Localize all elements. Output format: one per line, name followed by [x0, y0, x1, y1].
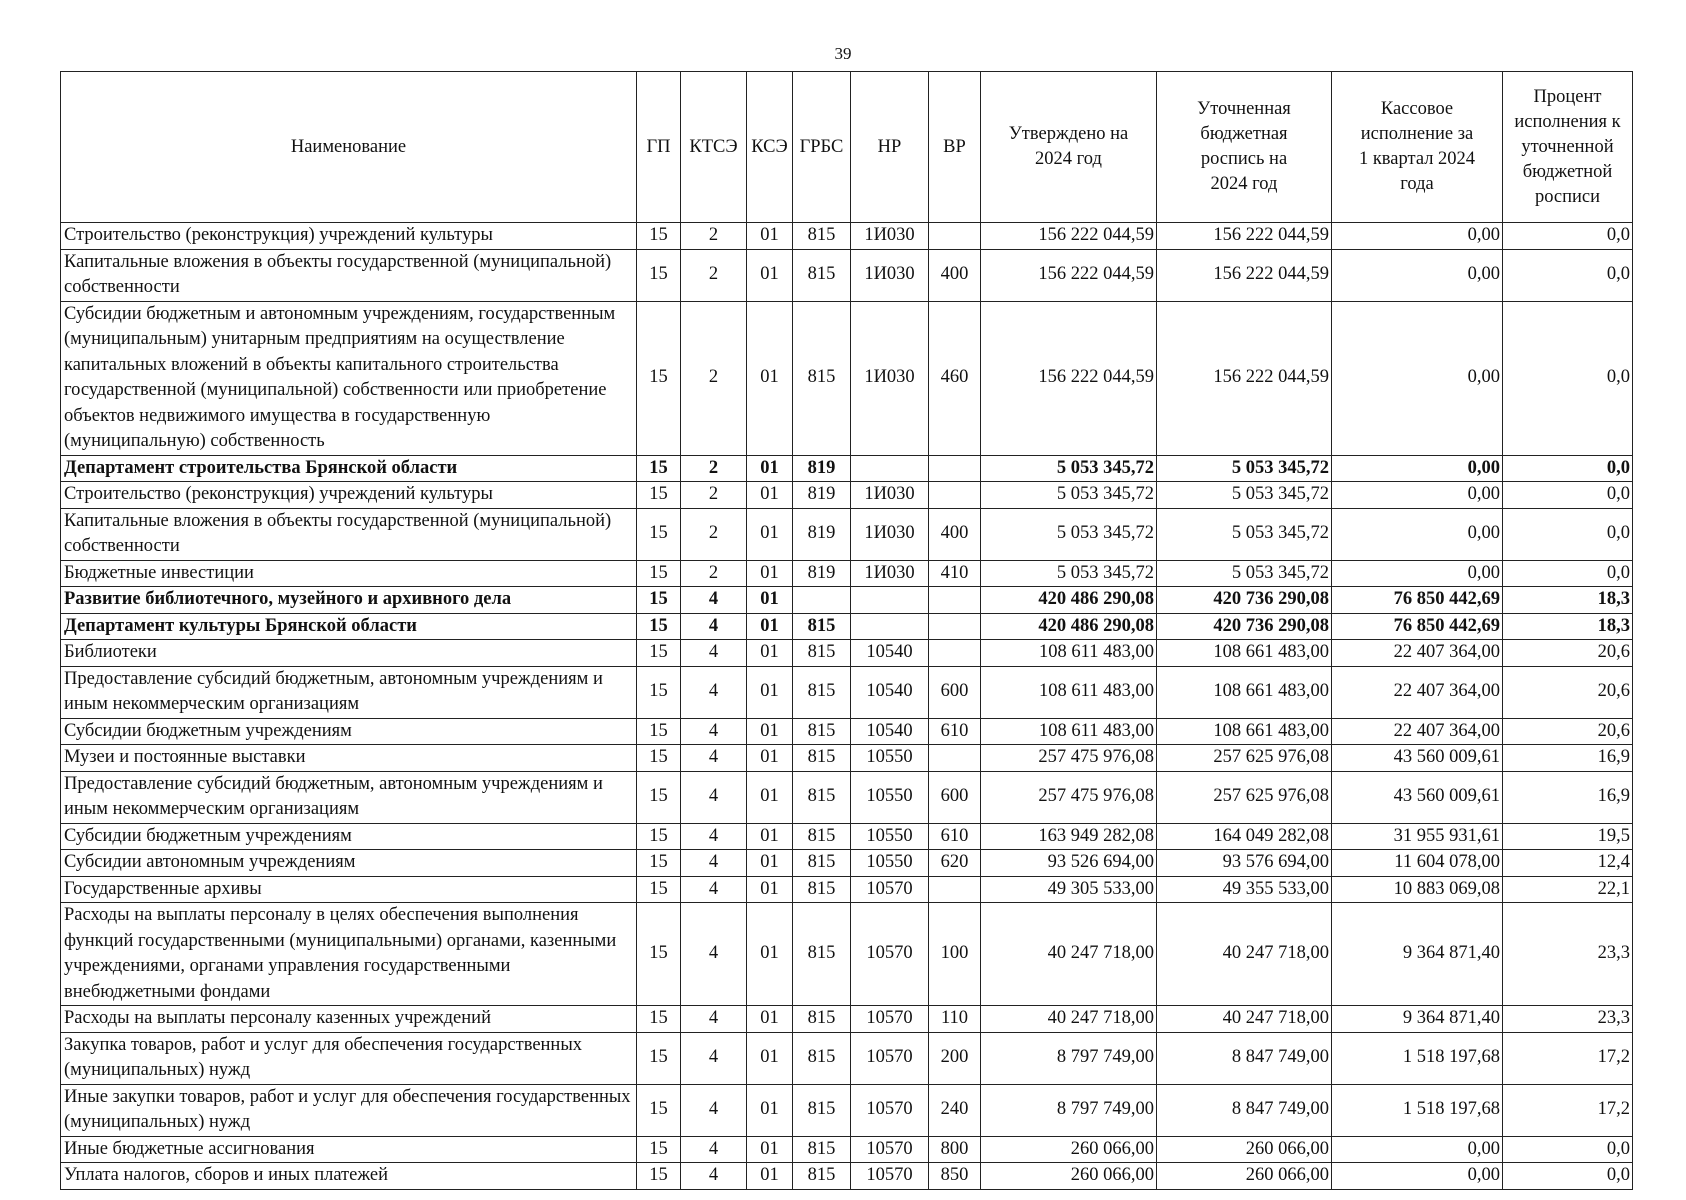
- cell-name: Библиотеки: [61, 640, 637, 667]
- cell-gp: 15: [637, 455, 681, 482]
- cell-approved: 5 053 345,72: [981, 455, 1157, 482]
- cell-percent: 0,0: [1503, 249, 1633, 301]
- cell-approved: 40 247 718,00: [981, 1006, 1157, 1033]
- cell-name: Субсидии автономным учреждениям: [61, 850, 637, 877]
- cell-nr: [851, 587, 929, 614]
- cell-cash: 22 407 364,00: [1332, 640, 1503, 667]
- cell-ktse: 4: [681, 876, 747, 903]
- cell-cash: 43 560 009,61: [1332, 745, 1503, 772]
- cell-percent: 20,6: [1503, 640, 1633, 667]
- cell-name: Государственные архивы: [61, 876, 637, 903]
- cell-cash: 9 364 871,40: [1332, 1006, 1503, 1033]
- cell-refined: 156 222 044,59: [1157, 301, 1332, 455]
- table-row: [61, 771, 1633, 823]
- cell-gp: 15: [637, 508, 681, 560]
- cell-approved: 156 222 044,59: [981, 223, 1157, 250]
- cell-nr: [851, 455, 929, 482]
- cell-kse: 01: [747, 876, 793, 903]
- cell-grbs: 815: [793, 1032, 851, 1084]
- cell-kse: 01: [747, 850, 793, 877]
- cell-approved: 108 611 483,00: [981, 640, 1157, 667]
- table-row: [61, 823, 1633, 850]
- cell-gp: 15: [637, 903, 681, 1006]
- cell-vr: [929, 455, 981, 482]
- cell-ktse: 4: [681, 1006, 747, 1033]
- cell-approved: 260 066,00: [981, 1136, 1157, 1163]
- cell-name: Бюджетные инвестиции: [61, 560, 637, 587]
- cell-ktse: 4: [681, 771, 747, 823]
- cell-grbs: [793, 587, 851, 614]
- cell-kse: 01: [747, 903, 793, 1006]
- cell-percent: 0,0: [1503, 560, 1633, 587]
- cell-approved: 8 797 749,00: [981, 1032, 1157, 1084]
- cell-gp: 15: [637, 249, 681, 301]
- cell-vr: 110: [929, 1006, 981, 1033]
- cell-percent: 0,0: [1503, 455, 1633, 482]
- cell-gp: 15: [637, 560, 681, 587]
- cell-ktse: 2: [681, 482, 747, 509]
- cell-nr: 10570: [851, 1006, 929, 1033]
- cell-vr: 800: [929, 1136, 981, 1163]
- cell-grbs: 815: [793, 640, 851, 667]
- cell-ktse: 2: [681, 455, 747, 482]
- cell-refined: 5 053 345,72: [1157, 508, 1332, 560]
- cell-refined: 257 625 976,08: [1157, 771, 1332, 823]
- table-row: [61, 1136, 1633, 1163]
- cell-cash: 0,00: [1332, 223, 1503, 250]
- cell-cash: 0,00: [1332, 1163, 1503, 1190]
- cell-ktse: 4: [681, 1163, 747, 1190]
- cell-grbs: 815: [793, 1163, 851, 1190]
- cell-percent: 16,9: [1503, 745, 1633, 772]
- cell-percent: 0,0: [1503, 301, 1633, 455]
- cell-gp: 15: [637, 666, 681, 718]
- cell-kse: 01: [747, 718, 793, 745]
- cell-cash: 9 364 871,40: [1332, 903, 1503, 1006]
- cell-nr: 1И030: [851, 223, 929, 250]
- cell-ktse: 4: [681, 587, 747, 614]
- cell-grbs: 815: [793, 613, 851, 640]
- cell-gp: 15: [637, 223, 681, 250]
- table-header: [61, 72, 1633, 223]
- table-row: [61, 560, 1633, 587]
- cell-kse: 01: [747, 223, 793, 250]
- cell-refined: 5 053 345,72: [1157, 455, 1332, 482]
- cell-grbs: 819: [793, 560, 851, 587]
- cell-vr: 600: [929, 771, 981, 823]
- cell-nr: 10540: [851, 666, 929, 718]
- cell-kse: 01: [747, 587, 793, 614]
- cell-percent: 0,0: [1503, 1136, 1633, 1163]
- cell-vr: 600: [929, 666, 981, 718]
- cell-nr: 10540: [851, 718, 929, 745]
- cell-vr: 610: [929, 823, 981, 850]
- cell-gp: 15: [637, 1163, 681, 1190]
- cell-ktse: 2: [681, 301, 747, 455]
- cell-kse: 01: [747, 1163, 793, 1190]
- cell-percent: 20,6: [1503, 718, 1633, 745]
- cell-percent: 22,1: [1503, 876, 1633, 903]
- header-percent: Процент исполнения к уточненной бюджетной росписи: [1503, 72, 1633, 223]
- cell-name: Капитальные вложения в объекты государственной (муниципальной) собственности: [61, 249, 637, 301]
- cell-refined: 156 222 044,59: [1157, 223, 1332, 250]
- cell-name: Департамент строительства Брянской области: [61, 455, 637, 482]
- cell-refined: 40 247 718,00: [1157, 903, 1332, 1006]
- cell-name: Предоставление субсидий бюджетным, автономным учреждениям и иным некоммерческим организациям: [61, 666, 637, 718]
- cell-gp: 15: [637, 771, 681, 823]
- table-row: [61, 850, 1633, 877]
- cell-nr: 10550: [851, 823, 929, 850]
- cell-approved: 420 486 290,08: [981, 587, 1157, 614]
- cell-vr: [929, 223, 981, 250]
- cell-percent: 18,3: [1503, 613, 1633, 640]
- cell-ktse: 4: [681, 1136, 747, 1163]
- cell-approved: 156 222 044,59: [981, 249, 1157, 301]
- cell-ktse: 4: [681, 745, 747, 772]
- cell-vr: [929, 587, 981, 614]
- cell-gp: 15: [637, 823, 681, 850]
- cell-kse: 01: [747, 1006, 793, 1033]
- cell-percent: 18,3: [1503, 587, 1633, 614]
- cell-approved: 40 247 718,00: [981, 903, 1157, 1006]
- table-row: [61, 903, 1633, 1006]
- cell-approved: 108 611 483,00: [981, 718, 1157, 745]
- header-vr: ВР: [929, 72, 981, 223]
- cell-cash: 22 407 364,00: [1332, 718, 1503, 745]
- budget-execution-table: [60, 71, 1633, 1190]
- cell-name: Предоставление субсидий бюджетным, автономным учреждениям и иным некоммерческим организациям: [61, 771, 637, 823]
- cell-refined: 40 247 718,00: [1157, 1006, 1332, 1033]
- cell-refined: 5 053 345,72: [1157, 482, 1332, 509]
- cell-cash: 0,00: [1332, 560, 1503, 587]
- cell-vr: 460: [929, 301, 981, 455]
- cell-cash: 76 850 442,69: [1332, 613, 1503, 640]
- cell-gp: 15: [637, 1006, 681, 1033]
- header-row: [61, 72, 1633, 223]
- cell-name: Субсидии бюджетным учреждениям: [61, 718, 637, 745]
- cell-refined: 420 736 290,08: [1157, 613, 1332, 640]
- cell-name: Уплата налогов, сборов и иных платежей: [61, 1163, 637, 1190]
- cell-kse: 01: [747, 560, 793, 587]
- cell-kse: 01: [747, 249, 793, 301]
- cell-approved: 5 053 345,72: [981, 482, 1157, 509]
- cell-nr: 1И030: [851, 482, 929, 509]
- cell-percent: 0,0: [1503, 482, 1633, 509]
- table-row: [61, 1006, 1633, 1033]
- cell-cash: 1 518 197,68: [1332, 1032, 1503, 1084]
- cell-grbs: 815: [793, 1006, 851, 1033]
- header-kse: КСЭ: [747, 72, 793, 223]
- cell-refined: 5 053 345,72: [1157, 560, 1332, 587]
- cell-cash: 43 560 009,61: [1332, 771, 1503, 823]
- cell-grbs: 815: [793, 1136, 851, 1163]
- cell-kse: 01: [747, 1084, 793, 1136]
- header-refined: Уточненная бюджетная роспись на 2024 год: [1157, 72, 1332, 223]
- cell-grbs: 815: [793, 876, 851, 903]
- cell-kse: 01: [747, 301, 793, 455]
- cell-gp: 15: [637, 1084, 681, 1136]
- cell-gp: 15: [637, 876, 681, 903]
- cell-vr: [929, 745, 981, 772]
- cell-ktse: 2: [681, 249, 747, 301]
- cell-nr: 10550: [851, 850, 929, 877]
- cell-kse: 01: [747, 640, 793, 667]
- cell-nr: 10570: [851, 1163, 929, 1190]
- cell-refined: 49 355 533,00: [1157, 876, 1332, 903]
- cell-approved: 5 053 345,72: [981, 560, 1157, 587]
- cell-gp: 15: [637, 482, 681, 509]
- header-cash: Кассовое исполнение за 1 квартал 2024 года: [1332, 72, 1503, 223]
- cell-approved: 49 305 533,00: [981, 876, 1157, 903]
- cell-vr: 410: [929, 560, 981, 587]
- cell-nr: 10540: [851, 640, 929, 667]
- cell-name: Расходы на выплаты персоналу в целях обеспечения выполнения функций государственными (муниципальными) органами, казенными учреждениями, органами управления государственными внебюджетными фондами: [61, 903, 637, 1006]
- cell-vr: 200: [929, 1032, 981, 1084]
- cell-vr: 850: [929, 1163, 981, 1190]
- cell-refined: 260 066,00: [1157, 1163, 1332, 1190]
- table-row: [61, 745, 1633, 772]
- cell-gp: 15: [637, 587, 681, 614]
- table-row: [61, 508, 1633, 560]
- cell-gp: 15: [637, 850, 681, 877]
- cell-grbs: 815: [793, 666, 851, 718]
- cell-refined: 260 066,00: [1157, 1136, 1332, 1163]
- cell-nr: 10570: [851, 903, 929, 1006]
- cell-percent: 17,2: [1503, 1032, 1633, 1084]
- cell-cash: 1 518 197,68: [1332, 1084, 1503, 1136]
- cell-approved: 8 797 749,00: [981, 1084, 1157, 1136]
- cell-grbs: 815: [793, 903, 851, 1006]
- header-nr: НР: [851, 72, 929, 223]
- cell-refined: 108 661 483,00: [1157, 666, 1332, 718]
- cell-ktse: 4: [681, 1032, 747, 1084]
- cell-refined: 8 847 749,00: [1157, 1032, 1332, 1084]
- cell-refined: 156 222 044,59: [1157, 249, 1332, 301]
- cell-cash: 22 407 364,00: [1332, 666, 1503, 718]
- cell-vr: [929, 640, 981, 667]
- cell-percent: 0,0: [1503, 223, 1633, 250]
- cell-nr: 10570: [851, 1136, 929, 1163]
- table-row: [61, 1163, 1633, 1190]
- cell-cash: 0,00: [1332, 455, 1503, 482]
- cell-grbs: 815: [793, 1084, 851, 1136]
- cell-nr: 10570: [851, 1032, 929, 1084]
- cell-grbs: 815: [793, 301, 851, 455]
- header-gp: ГП: [637, 72, 681, 223]
- cell-gp: 15: [637, 613, 681, 640]
- cell-vr: [929, 613, 981, 640]
- header-name: Наименование: [61, 72, 637, 223]
- cell-kse: 01: [747, 1032, 793, 1084]
- cell-name: Закупка товаров, работ и услуг для обеспечения государственных (муниципальных) нужд: [61, 1032, 637, 1084]
- cell-nr: [851, 613, 929, 640]
- cell-percent: 0,0: [1503, 1163, 1633, 1190]
- cell-percent: 0,0: [1503, 508, 1633, 560]
- cell-ktse: 4: [681, 903, 747, 1006]
- cell-name: Строительство (реконструкция) учреждений культуры: [61, 223, 637, 250]
- cell-ktse: 4: [681, 666, 747, 718]
- table-row: [61, 482, 1633, 509]
- table-row: [61, 876, 1633, 903]
- table-row: [61, 1084, 1633, 1136]
- cell-cash: 10 883 069,08: [1332, 876, 1503, 903]
- cell-percent: 19,5: [1503, 823, 1633, 850]
- table-row: [61, 613, 1633, 640]
- cell-refined: 108 661 483,00: [1157, 640, 1332, 667]
- cell-refined: 108 661 483,00: [1157, 718, 1332, 745]
- cell-approved: 260 066,00: [981, 1163, 1157, 1190]
- cell-kse: 01: [747, 823, 793, 850]
- cell-approved: 163 949 282,08: [981, 823, 1157, 850]
- cell-name: Субсидии бюджетным учреждениям: [61, 823, 637, 850]
- cell-nr: 10550: [851, 771, 929, 823]
- header-approved: Утверждено на 2024 год: [981, 72, 1157, 223]
- cell-ktse: 4: [681, 850, 747, 877]
- cell-grbs: 819: [793, 508, 851, 560]
- cell-refined: 420 736 290,08: [1157, 587, 1332, 614]
- cell-percent: 12,4: [1503, 850, 1633, 877]
- cell-percent: 20,6: [1503, 666, 1633, 718]
- cell-grbs: 815: [793, 249, 851, 301]
- table-row: [61, 666, 1633, 718]
- cell-nr: 1И030: [851, 508, 929, 560]
- cell-gp: 15: [637, 1032, 681, 1084]
- cell-nr: 1И030: [851, 301, 929, 455]
- cell-ktse: 2: [681, 508, 747, 560]
- cell-gp: 15: [637, 745, 681, 772]
- cell-cash: 31 955 931,61: [1332, 823, 1503, 850]
- cell-vr: [929, 876, 981, 903]
- cell-vr: 240: [929, 1084, 981, 1136]
- table-row: [61, 301, 1633, 455]
- table-row: [61, 587, 1633, 614]
- cell-vr: 400: [929, 508, 981, 560]
- cell-percent: 17,2: [1503, 1084, 1633, 1136]
- cell-kse: 01: [747, 508, 793, 560]
- cell-gp: 15: [637, 718, 681, 745]
- cell-kse: 01: [747, 666, 793, 718]
- cell-grbs: 815: [793, 771, 851, 823]
- cell-kse: 01: [747, 745, 793, 772]
- cell-name: Музеи и постоянные выставки: [61, 745, 637, 772]
- cell-kse: 01: [747, 482, 793, 509]
- page-number: 39: [834, 44, 852, 63]
- cell-vr: 620: [929, 850, 981, 877]
- table-row: [61, 455, 1633, 482]
- cell-vr: 100: [929, 903, 981, 1006]
- cell-nr: 10570: [851, 1084, 929, 1136]
- cell-grbs: 815: [793, 223, 851, 250]
- cell-cash: 76 850 442,69: [1332, 587, 1503, 614]
- cell-approved: 108 611 483,00: [981, 666, 1157, 718]
- cell-approved: 5 053 345,72: [981, 508, 1157, 560]
- cell-percent: 23,3: [1503, 903, 1633, 1006]
- cell-ktse: 2: [681, 223, 747, 250]
- cell-name: Департамент культуры Брянской области: [61, 613, 637, 640]
- cell-gp: 15: [637, 640, 681, 667]
- cell-cash: 0,00: [1332, 301, 1503, 455]
- cell-refined: 93 576 694,00: [1157, 850, 1332, 877]
- cell-vr: 610: [929, 718, 981, 745]
- cell-cash: 0,00: [1332, 249, 1503, 301]
- cell-grbs: 819: [793, 482, 851, 509]
- cell-name: Иные бюджетные ассигнования: [61, 1136, 637, 1163]
- cell-nr: 1И030: [851, 560, 929, 587]
- table-row: [61, 223, 1633, 250]
- cell-vr: [929, 482, 981, 509]
- cell-kse: 01: [747, 771, 793, 823]
- cell-kse: 01: [747, 613, 793, 640]
- cell-grbs: 815: [793, 718, 851, 745]
- cell-grbs: 815: [793, 823, 851, 850]
- header-grbs: ГРБС: [793, 72, 851, 223]
- cell-name: Капитальные вложения в объекты государственной (муниципальной) собственности: [61, 508, 637, 560]
- cell-approved: 257 475 976,08: [981, 745, 1157, 772]
- cell-ktse: 4: [681, 823, 747, 850]
- cell-name: Строительство (реконструкция) учреждений культуры: [61, 482, 637, 509]
- cell-cash: 0,00: [1332, 508, 1503, 560]
- cell-grbs: 819: [793, 455, 851, 482]
- cell-grbs: 815: [793, 745, 851, 772]
- cell-name: Иные закупки товаров, работ и услуг для обеспечения государственных (муниципальных) нужд: [61, 1084, 637, 1136]
- table-row: [61, 640, 1633, 667]
- cell-approved: 156 222 044,59: [981, 301, 1157, 455]
- cell-ktse: 4: [681, 613, 747, 640]
- header-ktse: КТСЭ: [681, 72, 747, 223]
- table-row: [61, 249, 1633, 301]
- cell-refined: 8 847 749,00: [1157, 1084, 1332, 1136]
- cell-percent: 16,9: [1503, 771, 1633, 823]
- cell-ktse: 4: [681, 1084, 747, 1136]
- table-body: [61, 223, 1633, 1190]
- cell-name: Субсидии бюджетным и автономным учреждениям, государственным (муниципальным) унитарным предприятиям на осуществление капитальных вложений в объекты капитального строительства государственной (муниципальной) собственности или приобретение объектов недвижимого имущества в государственную (муниципальную) собственность: [61, 301, 637, 455]
- cell-cash: 0,00: [1332, 482, 1503, 509]
- cell-kse: 01: [747, 455, 793, 482]
- cell-ktse: 2: [681, 560, 747, 587]
- cell-refined: 257 625 976,08: [1157, 745, 1332, 772]
- cell-percent: 23,3: [1503, 1006, 1633, 1033]
- cell-gp: 15: [637, 1136, 681, 1163]
- cell-ktse: 4: [681, 718, 747, 745]
- cell-cash: 11 604 078,00: [1332, 850, 1503, 877]
- cell-vr: 400: [929, 249, 981, 301]
- cell-nr: 1И030: [851, 249, 929, 301]
- cell-refined: 164 049 282,08: [1157, 823, 1332, 850]
- cell-approved: 420 486 290,08: [981, 613, 1157, 640]
- cell-kse: 01: [747, 1136, 793, 1163]
- cell-approved: 257 475 976,08: [981, 771, 1157, 823]
- cell-gp: 15: [637, 301, 681, 455]
- table-row: [61, 718, 1633, 745]
- cell-name: Развитие библиотечного, музейного и архивного дела: [61, 587, 637, 614]
- table-row: [61, 1032, 1633, 1084]
- cell-nr: 10550: [851, 745, 929, 772]
- cell-ktse: 4: [681, 640, 747, 667]
- cell-grbs: 815: [793, 850, 851, 877]
- cell-nr: 10570: [851, 876, 929, 903]
- cell-name: Расходы на выплаты персоналу казенных учреждений: [61, 1006, 637, 1033]
- cell-cash: 0,00: [1332, 1136, 1503, 1163]
- cell-approved: 93 526 694,00: [981, 850, 1157, 877]
